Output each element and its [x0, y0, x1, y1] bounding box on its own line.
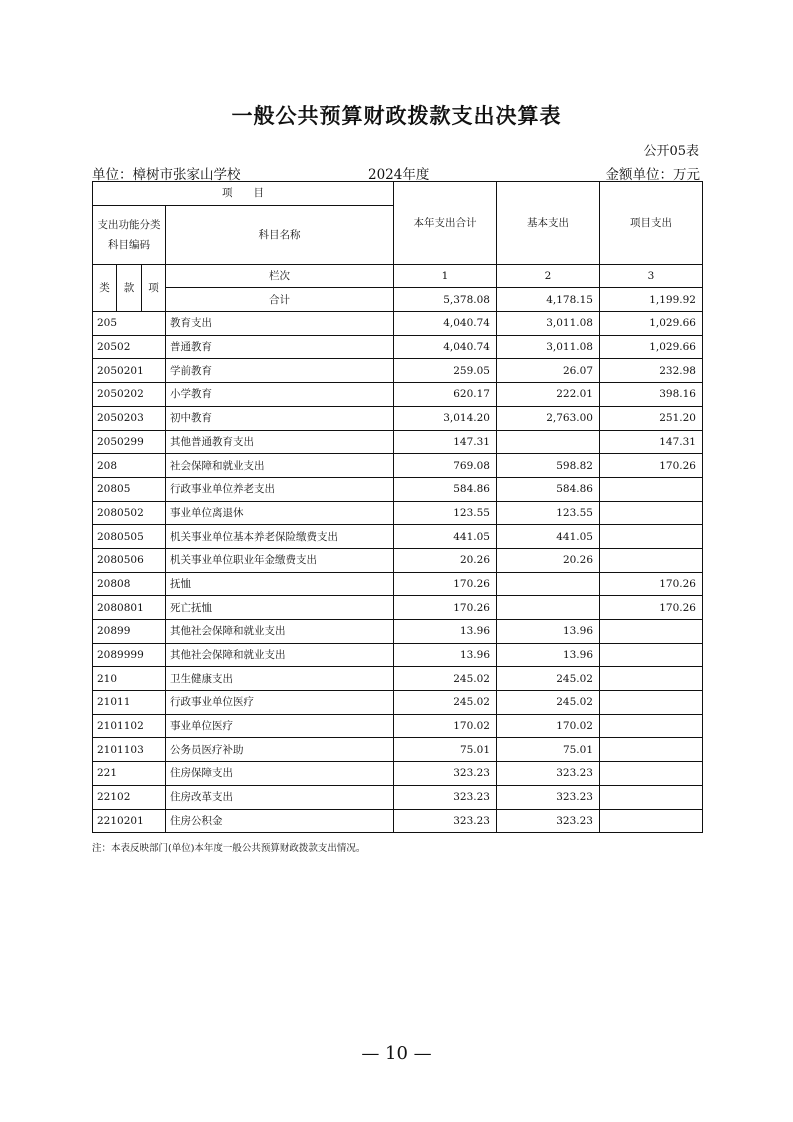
row-total: 4,040.74 [394, 335, 497, 359]
header-row-1 [93, 182, 703, 206]
row-total: 13.96 [394, 643, 497, 667]
row-total: 170.02 [394, 714, 497, 738]
row-project [600, 691, 703, 715]
row-name: 其他普通教育支出 [166, 430, 394, 454]
row-code: 2050203 [93, 406, 166, 430]
row-total: 441.05 [394, 525, 497, 549]
header-row-4 [93, 264, 703, 288]
row-name: 死亡抚恤 [166, 596, 394, 620]
row-name: 行政事业单位养老支出 [166, 477, 394, 501]
row-basic: 245.02 [497, 691, 600, 715]
row-project: 170.26 [600, 572, 703, 596]
row-total: 123.55 [394, 501, 497, 525]
table-row [93, 809, 703, 833]
page-number: — 10 — [361, 1043, 432, 1064]
row-basic [497, 430, 600, 454]
row-code: 20502 [93, 335, 166, 359]
row-code: 20808 [93, 572, 166, 596]
row-basic: 222.01 [497, 383, 600, 407]
col-num-2: 2 [497, 264, 600, 288]
table-row [93, 501, 703, 525]
row-name: 住房改革支出 [166, 785, 394, 809]
row-name: 抚恤 [166, 572, 394, 596]
row-total: 769.08 [394, 454, 497, 478]
row-code: 2050299 [93, 430, 166, 454]
sum-total: 5,378.08 [394, 288, 497, 312]
table-row [93, 312, 703, 336]
row-project [600, 809, 703, 833]
row-code: 20805 [93, 477, 166, 501]
row-total: 323.23 [394, 762, 497, 786]
col-total-header: 本年支出合计 [394, 182, 497, 265]
row-basic: 441.05 [497, 525, 600, 549]
amount-unit-label: 金额单位：万元 [605, 167, 700, 183]
row-basic: 323.23 [497, 785, 600, 809]
row-total: 147.31 [394, 430, 497, 454]
row-basic: 13.96 [497, 643, 600, 667]
table-row [93, 596, 703, 620]
lanci-label: 栏次 [166, 264, 394, 288]
row-total: 13.96 [394, 620, 497, 644]
row-basic: 2,763.00 [497, 406, 600, 430]
row-basic: 75.01 [497, 738, 600, 762]
row-code: 2080502 [93, 501, 166, 525]
year-label: 2024年度 [368, 167, 430, 183]
row-project: 1,029.66 [600, 312, 703, 336]
table-row [93, 762, 703, 786]
row-code: 2080505 [93, 525, 166, 549]
row-name: 事业单位医疗 [166, 714, 394, 738]
row-code: 21011 [93, 691, 166, 715]
row-code: 2050202 [93, 383, 166, 407]
sum-label: 合计 [166, 288, 394, 312]
row-project [600, 667, 703, 691]
row-code: 210 [93, 667, 166, 691]
sum-project: 1,199.92 [600, 288, 703, 312]
row-project [600, 762, 703, 786]
row-basic: 26.07 [497, 359, 600, 383]
row-total: 323.23 [394, 785, 497, 809]
row-total: 20.26 [394, 548, 497, 572]
form-number: 公开05表 [643, 144, 699, 159]
footnote: 注：本表反映部门(单位)本年度一般公共预算财政拨款支出情况。 [92, 843, 366, 854]
row-basic: 584.86 [497, 477, 600, 501]
row-basic: 3,011.08 [497, 335, 600, 359]
row-code: 2050201 [93, 359, 166, 383]
row-basic: 323.23 [497, 762, 600, 786]
row-name: 初中教育 [166, 406, 394, 430]
row-code: 2101103 [93, 738, 166, 762]
row-total: 170.26 [394, 572, 497, 596]
xiang-header: 项 [142, 264, 166, 311]
row-project [600, 738, 703, 762]
table-row [93, 383, 703, 407]
sum-row [93, 288, 703, 312]
row-name: 小学教育 [166, 383, 394, 407]
row-total: 3,014.20 [394, 406, 497, 430]
row-total: 245.02 [394, 691, 497, 715]
meta-row [92, 163, 700, 181]
table-row [93, 714, 703, 738]
row-total: 170.26 [394, 596, 497, 620]
row-basic: 123.55 [497, 501, 600, 525]
lei-header: 类 [93, 264, 117, 311]
row-total: 245.02 [394, 667, 497, 691]
row-code: 205 [93, 312, 166, 336]
row-name: 行政事业单位医疗 [166, 691, 394, 715]
row-total: 584.86 [394, 477, 497, 501]
row-name: 公务员医疗补助 [166, 738, 394, 762]
row-name: 事业单位离退休 [166, 501, 394, 525]
row-code: 2089999 [93, 643, 166, 667]
row-code: 2210201 [93, 809, 166, 833]
row-basic: 245.02 [497, 667, 600, 691]
row-name: 教育支出 [166, 312, 394, 336]
item-header: 项 目 [93, 182, 394, 206]
row-project: 251.20 [600, 406, 703, 430]
table-row [93, 477, 703, 501]
unit-label: 单位：樟树市张家山学校 [92, 167, 241, 183]
row-total: 620.17 [394, 383, 497, 407]
code-header: 支出功能分类科目编码 [93, 205, 166, 264]
row-project: 147.31 [600, 430, 703, 454]
row-code: 2101102 [93, 714, 166, 738]
row-basic: 13.96 [497, 620, 600, 644]
row-basic [497, 596, 600, 620]
row-project: 1,029.66 [600, 335, 703, 359]
row-name: 普通教育 [166, 335, 394, 359]
row-basic: 20.26 [497, 548, 600, 572]
table-row [93, 572, 703, 596]
row-code: 208 [93, 454, 166, 478]
row-project: 170.26 [600, 454, 703, 478]
col-num-3: 3 [600, 264, 703, 288]
row-basic: 323.23 [497, 809, 600, 833]
row-name: 住房保障支出 [166, 762, 394, 786]
table-row [93, 738, 703, 762]
table-row [93, 620, 703, 644]
row-name: 机关事业单位职业年金缴费支出 [166, 548, 394, 572]
row-total: 323.23 [394, 809, 497, 833]
row-project [600, 477, 703, 501]
row-basic: 598.82 [497, 454, 600, 478]
row-total: 4,040.74 [394, 312, 497, 336]
row-project [600, 525, 703, 549]
row-name: 其他社会保障和就业支出 [166, 620, 394, 644]
page-title: 一般公共预算财政拨款支出决算表 [231, 104, 562, 128]
row-code: 2080506 [93, 548, 166, 572]
table-row [93, 643, 703, 667]
row-name: 社会保障和就业支出 [166, 454, 394, 478]
table-row [93, 454, 703, 478]
row-project [600, 714, 703, 738]
table-row [93, 406, 703, 430]
row-project [600, 643, 703, 667]
sum-basic: 4,178.15 [497, 288, 600, 312]
row-code: 221 [93, 762, 166, 786]
table-row [93, 667, 703, 691]
row-name: 机关事业单位基本养老保险缴费支出 [166, 525, 394, 549]
col-basic-header: 基本支出 [497, 182, 600, 265]
expenditure-table [92, 181, 703, 833]
row-project: 170.26 [600, 596, 703, 620]
row-basic: 3,011.08 [497, 312, 600, 336]
table-row [93, 359, 703, 383]
table-row [93, 430, 703, 454]
table-row [93, 548, 703, 572]
kuan-header: 款 [117, 264, 142, 311]
col-project-header: 项目支出 [600, 182, 703, 265]
row-project: 232.98 [600, 359, 703, 383]
row-project [600, 548, 703, 572]
row-name: 住房公积金 [166, 809, 394, 833]
table-row [93, 335, 703, 359]
row-project [600, 620, 703, 644]
col-num-1: 1 [394, 264, 497, 288]
row-basic [497, 572, 600, 596]
table-row [93, 525, 703, 549]
table-row [93, 785, 703, 809]
table-row [93, 691, 703, 715]
row-total: 75.01 [394, 738, 497, 762]
row-name: 其他社会保障和就业支出 [166, 643, 394, 667]
row-code: 20899 [93, 620, 166, 644]
row-name: 卫生健康支出 [166, 667, 394, 691]
row-project [600, 501, 703, 525]
row-code: 22102 [93, 785, 166, 809]
row-total: 259.05 [394, 359, 497, 383]
row-code: 2080801 [93, 596, 166, 620]
row-name: 学前教育 [166, 359, 394, 383]
row-project [600, 785, 703, 809]
row-project: 398.16 [600, 383, 703, 407]
name-header: 科目名称 [166, 205, 394, 264]
row-basic: 170.02 [497, 714, 600, 738]
